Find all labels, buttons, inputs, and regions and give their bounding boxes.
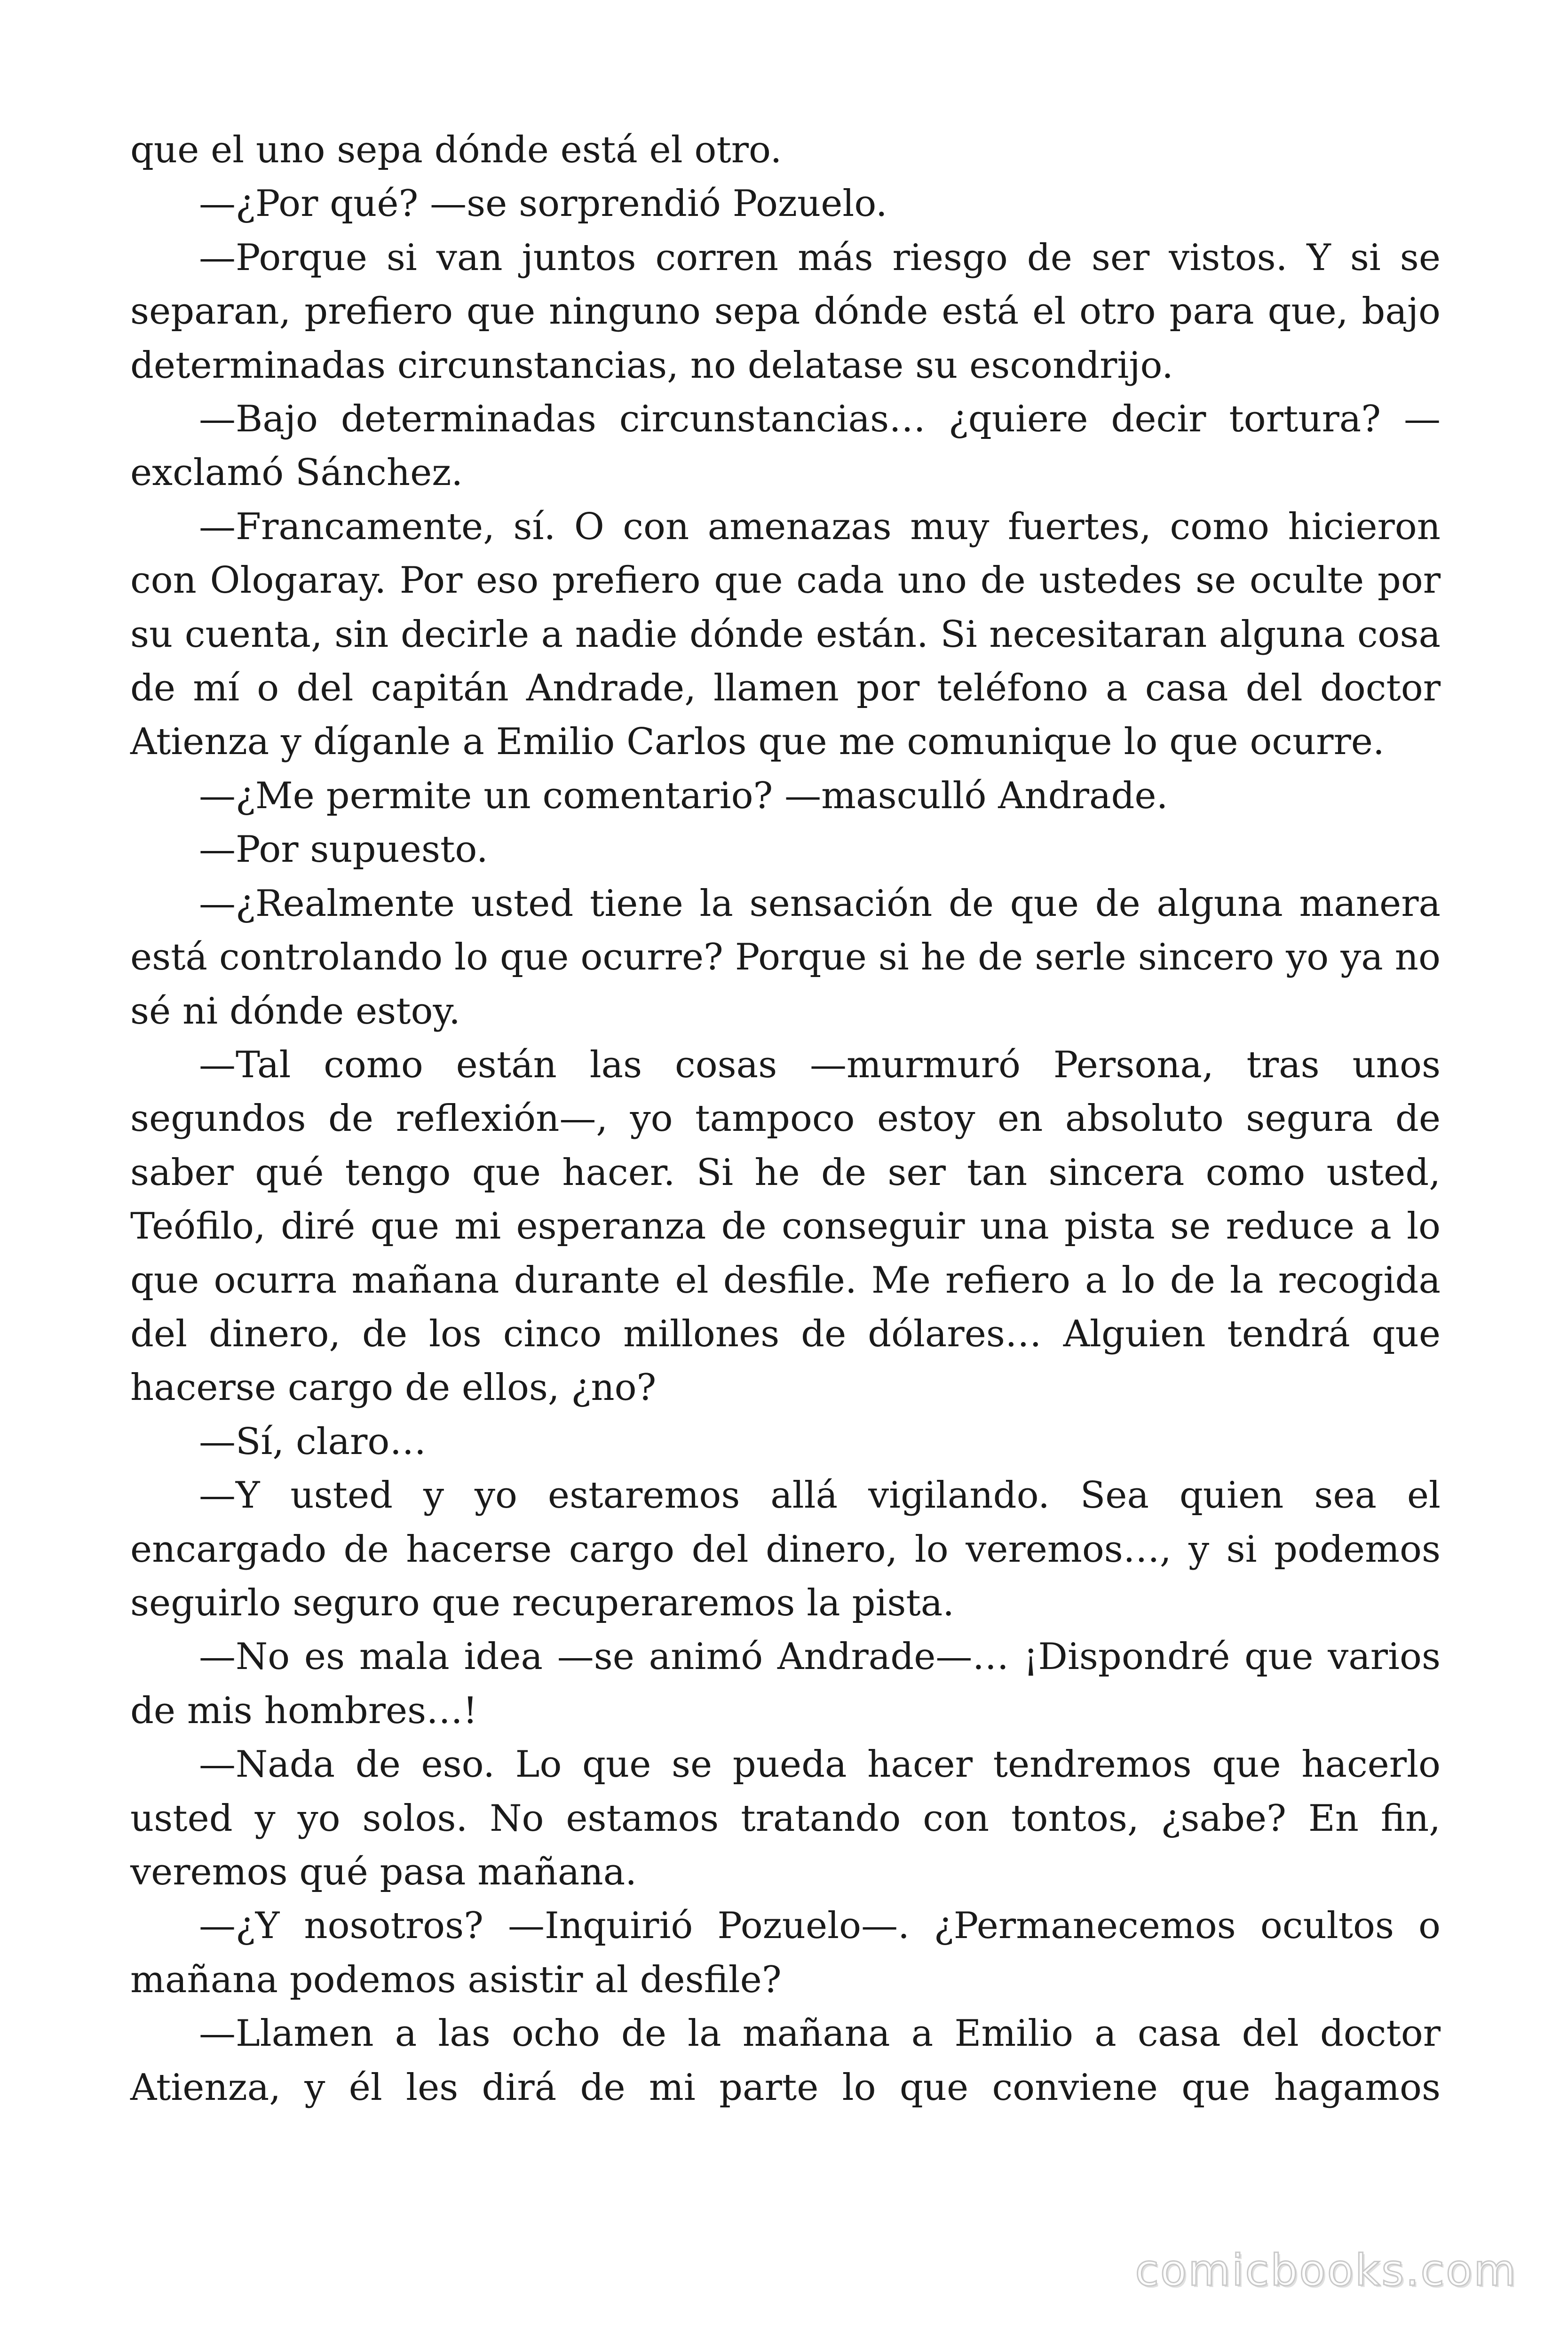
paragraph-11: —Y usted y yo estaremos allá vigilando. Sea quien sea el encargado de hacerse cargo del dinero, lo veremos…, y si podemos seguirlo seguro que recuperaremos la pista. [130, 1474, 1441, 1624]
paragraph-6: —¿Me permite un comentario? —mascullό Andrade. [199, 774, 1168, 817]
paragraph-10: —Sí, claro… [199, 1420, 427, 1463]
paragraph-1: que el uno sepa dónde está el otro. [130, 129, 782, 171]
site-watermark: comicbooks.com [1135, 2245, 1517, 2296]
paragraph-4: —Bajo determinadas circunstancias… ¿quiere decir tortura? —exclamó Sánchez. [130, 398, 1441, 494]
paragraph-9: —Tal como están las cosas —murmuró Persona, tras unos segundos de reflexión—, yo tampoco estoy en absoluto segura de saber qué tengo que hacer. Si he de ser tan sincera como usted, Teófilo, diré que mi esperanza de conseguir una pista se reduce a lo que ocurra mañana durante el desfile. Me refiero a lo de la recogida del dinero, de los cinco millones de dólares… Alguien tendrá que hacerse cargo de ellos, ¿no? [130, 1043, 1441, 1409]
paragraph-7: —Por supuesto. [199, 828, 488, 871]
paragraph-2: —¿Por qué? —se sorprendió Pozuelo. [199, 183, 887, 225]
paragraph-14: —¿Y nosotros? —Inquirió Pozuelo—. ¿Permanecemos ocultos o mañana podemos asistir al desfile? [130, 1905, 1441, 2001]
paragraph-8: —¿Realmente usted tiene la sensación de que de alguna manera está controlando lo que ocurre? Porque si he de serle sincero yo ya no sé ni dónde estoy. [130, 882, 1441, 1033]
paragraph-3: —Porque si van juntos corren más riesgo de ser vistos. Y si se separan, prefiero que ninguno sepa dónde está el otro para que, bajo determinadas circunstancias, no delatase su escondrijo. [130, 236, 1441, 387]
page-body-text [130, 123, 1441, 2114]
paragraph-12: —No es mala idea —se animó Andrade—… ¡Dispondré que varios de mis hombres…! [130, 1636, 1441, 1732]
paragraph-13: —Nada de eso. Lo que se pueda hacer tendremos que hacerlo usted y yo solos. No estamos tratando con tontos, ¿sabe? En fin, veremos qué pasa mañana. [130, 1743, 1441, 1893]
paragraph-15: —Llamen a las ocho de la mañana a Emilio a casa del doctor Atienza, y él les dirá de mi parte lo que conviene que hagamos [130, 2012, 1441, 2109]
paragraph-5: —Francamente, sí. O con amenazas muy fuertes, como hicieron con Ologaray. Por eso prefiero que cada uno de ustedes se oculte por su cuenta, sin decirle a nadie dónde están. Si necesitaran alguna cosa de mí o del capitán Andrade, llamen por teléfono a casa del doctor Atienza y díganle a Emilio Carlos que me comunique lo que ocurre. [130, 505, 1441, 763]
